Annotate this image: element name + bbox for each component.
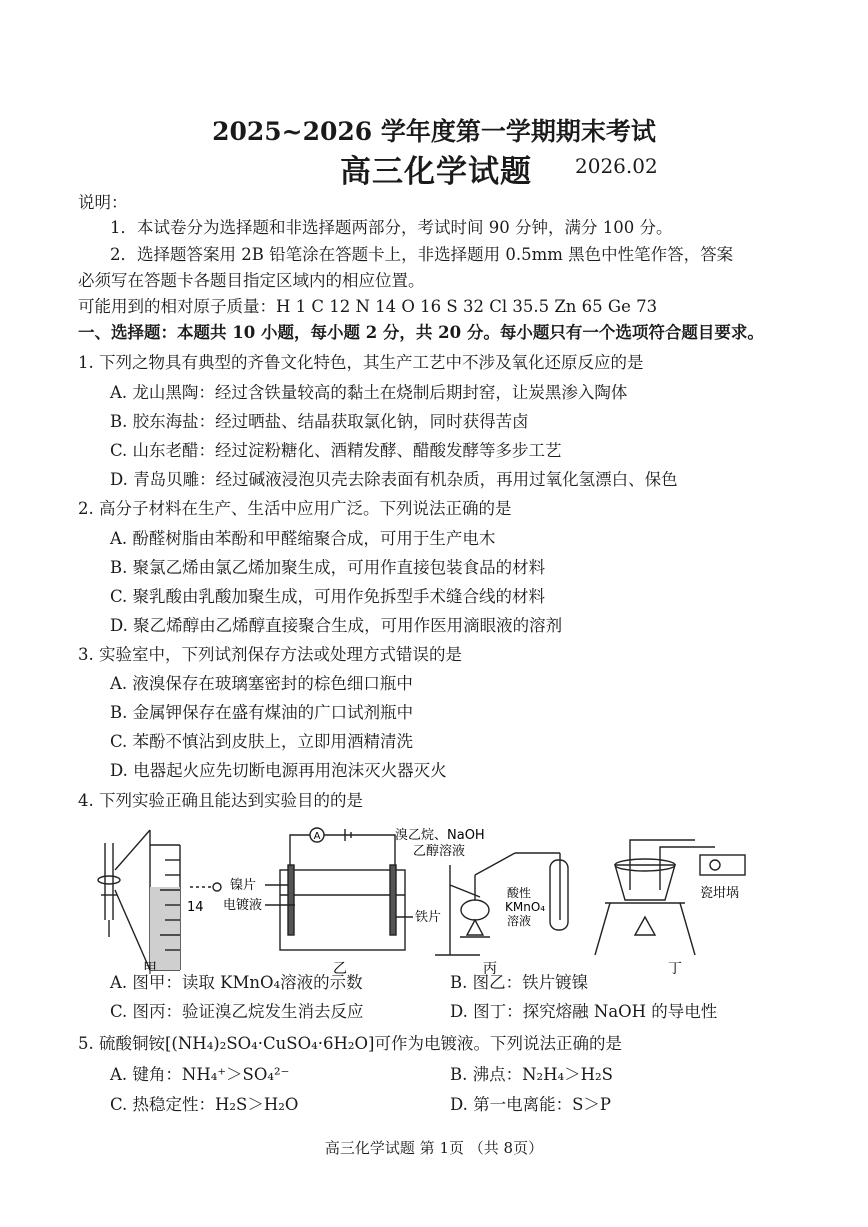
iron-label: 铁片 <box>415 910 442 925</box>
question-1-option-c: C. 山东老醋：经过淀粉糖化、酒精发酵、醋酸发酵等多步工艺 <box>110 441 562 460</box>
figure-bing <box>435 853 568 955</box>
question-5-option-b: B. 沸点：N₂H₄＞H₂S <box>450 1065 613 1084</box>
question-1-stem: 1. 下列之物具有典型的齐鲁文化特色，其生产工艺中不涉及氧化还原反应的是 <box>78 353 644 372</box>
crucible-label: 瓷坩埚 <box>700 886 740 901</box>
page-footer: 高三化学试题 第 1页 （共 8页） <box>324 1139 544 1157</box>
figure-yi <box>265 828 413 950</box>
exam-title-line2: 高三化学试题 <box>340 154 532 190</box>
question-4-option-a: A. 图甲：读取 KMnO₄溶液的示数 <box>110 973 363 992</box>
question-2-option-a: A. 酚醛树脂由苯酚和甲醛缩聚合成，可用于生产电木 <box>110 529 496 548</box>
kmno4-label-3: 溶液 <box>507 914 532 928</box>
exam-date: 2026.02 <box>575 154 658 178</box>
nickel-label: 镍片 <box>230 878 257 893</box>
kmno4-label-1: 酸性 <box>507 886 532 900</box>
ammeter-label: A <box>313 831 321 842</box>
question-1-option-b: B. 胶东海盐：经过晒盐、结晶获取氯化钠，同时获得苦卤 <box>110 412 529 431</box>
question-3-option-d: D. 电器起火应先切断电源再用泡沫灭火器灭火 <box>110 761 447 780</box>
bing-reagent-line1: 溴乙烷、NaOH <box>395 828 485 843</box>
question-5-option-d: D. 第一电离能：S＞P <box>450 1095 612 1114</box>
question-1-option-a: A. 龙山黑陶：经过含铁量较高的黏土在烧制后期封窑，让炭黑渗入陶体 <box>110 383 628 402</box>
bing-reagent-line2: 乙醇溶液 <box>413 844 466 859</box>
label-bing: 丙 <box>483 961 497 975</box>
question-5-option-c: C. 热稳定性：H₂S＞H₂O <box>110 1095 299 1114</box>
question-4-option-b: B. 图乙：铁片镀镍 <box>450 973 589 992</box>
instruction-item-2-line1: 2．选择题答案用 2B 铅笔涂在答题卡上，非选择题用 0.5mm 黑色中性笔作答，答案 <box>110 245 734 264</box>
instruction-item-2-line2: 必须写在答题卡各题目指定区域内的相应位置。 <box>78 271 425 290</box>
question-3-option-c: C. 苯酚不慎沾到皮肤上，立即用酒精清洗 <box>110 732 414 751</box>
plating-solution-label: 电镀液 <box>223 898 263 913</box>
section1-heading: 一、选择题：本题共 10 小题，每小题 2 分，共 20 分。每小题只有一个选项符合题目要求。 <box>78 323 764 342</box>
label-yi: 乙 <box>333 961 347 975</box>
kmno4-label-2: KMnO₄ <box>505 900 546 914</box>
question-5-stem: 5. 硫酸铜铵[(NH₄)₂SO₄·CuSO₄·6H₂O]可作为电镀液。下列说法正确的是 <box>78 1034 622 1053</box>
question-1-option-d: D. 青岛贝雕：经过碱液浸泡贝壳去除表面有机杂质，再用过氧化氢漂白、保色 <box>110 470 678 489</box>
question-3-stem: 3. 实验室中，下列试剂保存方法或处理方式错误的是 <box>78 645 462 664</box>
instructions-label: 说明： <box>78 193 128 212</box>
question-2-stem: 2. 高分子材料在生产、生活中应用广泛。下列说法正确的是 <box>78 499 512 518</box>
question-4-stem: 4. 下列实验正确且能达到实验目的的是 <box>78 791 363 810</box>
question-4-option-c: C. 图丙：验证溴乙烷发生消去反应 <box>110 1002 364 1021</box>
question-5-option-a: A. 键角：NH₄⁺＞SO₄²⁻ <box>110 1065 290 1084</box>
burette-reading: 14 <box>187 900 204 915</box>
exam-title-line1: 2025~2026 学年度第一学期期末考试 <box>212 117 656 146</box>
question-2-option-b: B. 聚氯乙烯由氯乙烯加聚生成，可用作直接包装食品的材料 <box>110 558 546 577</box>
label-ding: 丁 <box>668 961 682 975</box>
question-3-option-b: B. 金属钾保存在盛有煤油的广口试剂瓶中 <box>110 703 414 722</box>
instruction-item-1: 1．本试卷分为选择题和非选择题两部分，考试时间 90 分钟，满分 100 分。 <box>110 218 673 237</box>
question-2-option-c: C. 聚乳酸由乳酸加聚生成，可用作免拆型手术缝合线的材料 <box>110 587 546 606</box>
label-jia: 甲 <box>143 961 157 975</box>
question-2-option-d: D. 聚乙烯醇由乙烯醇直接聚合生成，可用作医用滴眼液的溶剂 <box>110 616 563 635</box>
atomic-masses: 可能用到的相对原子质量：H 1 C 12 N 14 O 16 S 32 Cl 35.5 Zn 65 Ge 73 <box>78 297 658 316</box>
experiment-figure <box>95 825 775 975</box>
question-4-option-d: D. 图丁：探究熔融 NaOH 的导电性 <box>450 1002 718 1021</box>
question-3-option-a: A. 液溴保存在玻璃塞密封的棕色细口瓶中 <box>110 674 413 693</box>
